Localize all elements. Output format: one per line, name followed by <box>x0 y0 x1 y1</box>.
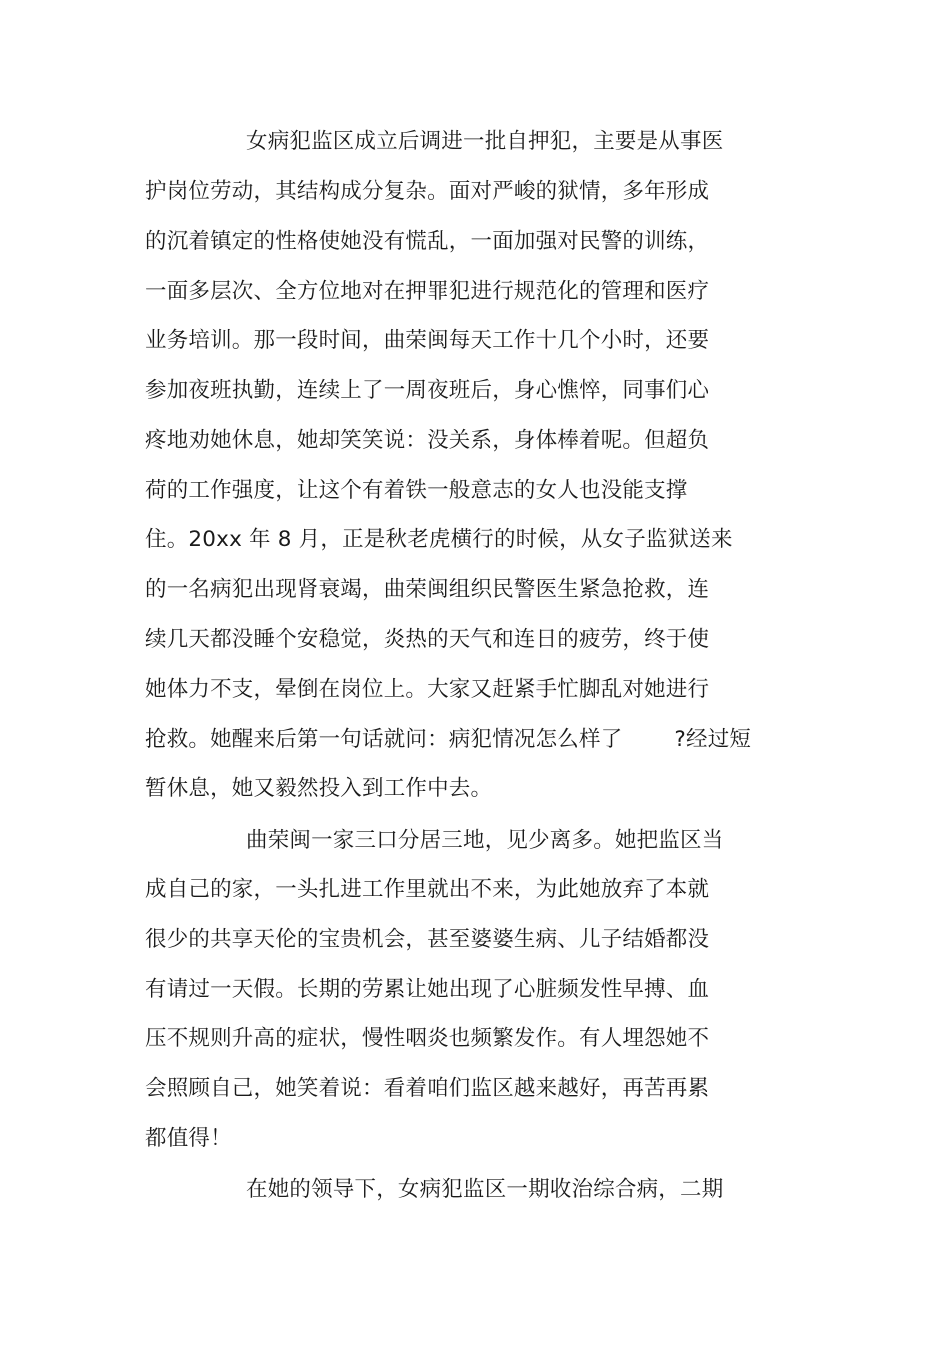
text-line: 荷的工作强度，让这个有着铁一般意志的女人也没能支撑 <box>145 478 688 503</box>
text-line: 续几天都没睡个安稳觉，炎热的天气和连日的疲劳，终于使 <box>145 627 710 652</box>
text-line: 一面多层次、全方位地对在押罪犯进行规范化的管理和医疗 <box>145 279 710 304</box>
text-line: 有请过一天假。长期的劳累让她出现了心脏频发性早搏、血 <box>145 977 710 1002</box>
text-line <box>145 726 751 754</box>
text-line: 成自己的家，一头扎进工作里就出不来，为此她放弃了本就 <box>145 877 710 902</box>
text-line: 参加夜班执勤，连续上了一周夜班后，身心憔悴，同事们心 <box>145 378 710 403</box>
text-segment: 抢救。她醒来后第一句话就问：病犯情况怎么样了 <box>145 727 623 752</box>
text-line: 护岗位劳动，其结构成分复杂。面对严峻的狱情，多年形成 <box>145 179 710 204</box>
text-line: 压不规则升高的症状，慢性咽炎也频繁发作。有人埋怨她不 <box>145 1026 710 1051</box>
text-line: 在她的领导下，女病犯监区一期收治综合病，二期 <box>246 1177 724 1202</box>
text-line: 她体力不支，晕倒在岗位上。大家又赶紧手忙脚乱对她进行 <box>145 677 710 702</box>
text-line: 住。20xx 年 8 月，正是秋老虎横行的时候，从女子监狱送来 <box>145 527 733 552</box>
text-line: 疼地劝她休息，她却笑笑说：没关系，身体棒着呢。但超负 <box>145 428 710 453</box>
text-line: 曲荣闽一家三口分居三地，见少离多。她把监区当 <box>246 828 724 853</box>
text-segment: ?经过短 <box>674 727 752 752</box>
text-line: 很少的共享天伦的宝贵机会，甚至婆婆生病、儿子结婚都没 <box>145 927 710 952</box>
text-line: 会照顾自己，她笑着说：看着咱们监区越来越好，再苦再累 <box>145 1076 710 1101</box>
text-line: 的一名病犯出现肾衰竭，曲荣闽组织民警医生紧急抢救，连 <box>145 577 710 602</box>
text-line: 业务培训。那一段时间，曲荣闽每天工作十几个小时，还要 <box>145 328 710 353</box>
text-line: 暂休息，她又毅然投入到工作中去。 <box>145 776 493 801</box>
text-line: 都值得！ <box>145 1126 232 1151</box>
text-line: 的沉着镇定的性格使她没有慌乱，一面加强对民警的训练， <box>145 229 710 254</box>
text-line: 女病犯监区成立后调进一批自押犯，主要是从事医 <box>246 129 724 154</box>
